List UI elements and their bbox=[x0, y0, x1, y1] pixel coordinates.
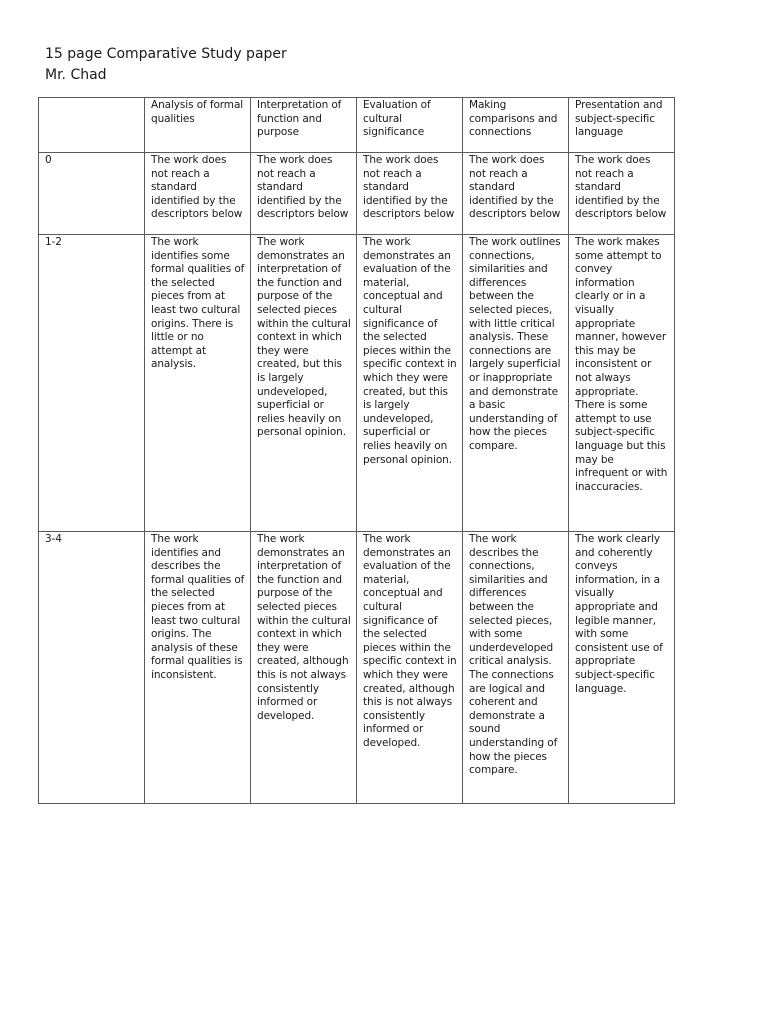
rubric-descriptor-cell: The work clearly and coherently conveys information, in a visually appropriate and legible manner, with some consistent use of appropriate subject-specific language. bbox=[569, 532, 675, 804]
document-title: 15 page Comparative Study paper bbox=[45, 46, 287, 62]
rubric-level-cell: 3-4 bbox=[39, 532, 145, 804]
rubric-level-cell: 1-2 bbox=[39, 235, 145, 532]
rubric-descriptor-cell: The work does not reach a standard identified by the descriptors below bbox=[357, 153, 463, 235]
rubric-row bbox=[39, 235, 675, 532]
rubric-header-evaluation: Evaluation of cultural significance bbox=[357, 98, 463, 153]
rubric-descriptor-cell: The work demonstrates an evaluation of the material, conceptual and cultural significance of the selected pieces within the specific context in which they were created, although this is not always consistently informed or developed. bbox=[357, 532, 463, 804]
rubric-descriptor-cell: The work does not reach a standard identified by the descriptors below bbox=[145, 153, 251, 235]
rubric-header-row bbox=[39, 98, 675, 153]
rubric-header-interpretation: Interpretation of function and purpose bbox=[251, 98, 357, 153]
rubric-level-cell: 0 bbox=[39, 153, 145, 235]
rubric-descriptor-cell: The work identifies some formal qualities of the selected pieces from at least two cultural origins. There is little or no attempt at analysis. bbox=[145, 235, 251, 532]
rubric-descriptor-cell: The work does not reach a standard identified by the descriptors below bbox=[569, 153, 675, 235]
rubric-header-comparisons: Making comparisons and connections bbox=[463, 98, 569, 153]
rubric-descriptor-cell: The work does not reach a standard identified by the descriptors below bbox=[251, 153, 357, 235]
rubric-descriptor-cell: The work does not reach a standard identified by the descriptors below bbox=[463, 153, 569, 235]
rubric-descriptor-cell: The work outlines connections, similarities and differences between the selected pieces, with little critical analysis. These connections are largely superficial or inappropriate and demonstrate a basic understanding of how the pieces compare. bbox=[463, 235, 569, 532]
rubric-header-presentation: Presentation and subject-specific language bbox=[569, 98, 675, 153]
rubric-header-analysis: Analysis of formal qualities bbox=[145, 98, 251, 153]
rubric-descriptor-cell: The work demonstrates an interpretation of the function and purpose of the selected pieces within the cultural context in which they were created, although this is not always consistently informed or developed. bbox=[251, 532, 357, 804]
rubric-descriptor-cell: The work describes the connections, similarities and differences between the selected pieces, with some underdeveloped critical analysis. The connections are logical and coherent and demonstrate a sound understanding of how the pieces compare. bbox=[463, 532, 569, 804]
rubric-descriptor-cell: The work demonstrates an interpretation of the function and purpose of the selected pieces within the cultural context in which they were created, but this is largely undeveloped, superficial or relies heavily on personal opinion. bbox=[251, 235, 357, 532]
rubric-descriptor-cell: The work identifies and describes the formal qualities of the selected pieces from at least two cultural origins. The analysis of these formal qualities is inconsistent. bbox=[145, 532, 251, 804]
rubric-descriptor-cell: The work demonstrates an evaluation of the material, conceptual and cultural significance of the selected pieces within the specific context in which they were created, but this is largely undeveloped, superficial or relies heavily on personal opinion. bbox=[357, 235, 463, 532]
rubric-corner-cell bbox=[39, 98, 145, 153]
rubric-descriptor-cell: The work makes some attempt to convey information clearly or in a visually appropriate manner, however this may be inconsistent or not always appropriate. There is some attempt to use subject-specific language but this may be infrequent or with inaccuracies. bbox=[569, 235, 675, 532]
rubric-row bbox=[39, 153, 675, 235]
rubric-table bbox=[38, 97, 675, 804]
document-author: Mr. Chad bbox=[45, 67, 107, 83]
rubric-row bbox=[39, 532, 675, 804]
